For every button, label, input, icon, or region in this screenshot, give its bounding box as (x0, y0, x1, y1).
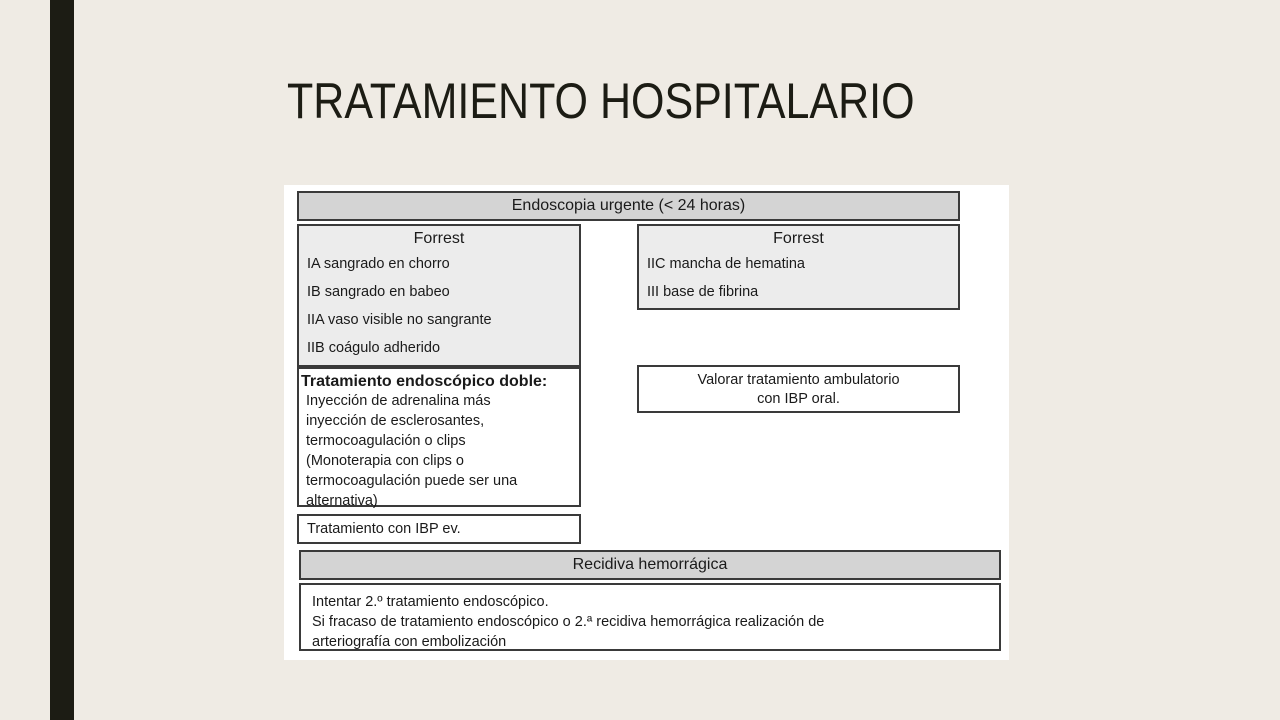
forrest-item-iic: IIC mancha de hematina (647, 256, 805, 272)
recidiva-line: Si fracaso de tratamiento endoscópico o 2.ª recidiva hemorrágica realización de (312, 614, 825, 630)
recidiva-header (299, 550, 1001, 580)
ibp-ev-box (297, 514, 581, 544)
recidiva-header-label: Recidiva hemorrágica (572, 556, 728, 573)
forrest-item-ib: IB sangrado en babeo (307, 284, 450, 300)
forrest-item-iii: III base de fibrina (647, 284, 759, 300)
endoscopic-treatment-line: alternativa) (306, 493, 378, 509)
treatment-flowchart (284, 185, 1009, 660)
forrest-item-iib: IIB coágulo adherido (307, 340, 441, 356)
recidiva-box (299, 583, 1001, 651)
forrest-item-ia: IA sangrado en chorro (307, 256, 450, 272)
endoscopic-treatment-line: (Monoterapia con clips o (306, 453, 464, 469)
ambulatory-line: con IBP oral. (757, 391, 840, 407)
recidiva-line: arteriografía con embolización (312, 634, 507, 650)
forrest-low-risk-box (637, 224, 960, 310)
endoscopic-treatment-line: termocoagulación o clips (306, 433, 466, 449)
ambulatory-line: Valorar tratamiento ambulatorio (697, 372, 900, 388)
forrest-item-iia: IIA vaso visible no sangrante (307, 312, 492, 328)
forrest-high-risk-box (297, 224, 581, 367)
left-accent-bar (50, 0, 74, 720)
urgent-endoscopy-header (297, 191, 960, 221)
endoscopic-treatment-title: Tratamiento endoscópico doble: (301, 373, 548, 390)
forrest-high-risk-title: Forrest (413, 230, 465, 247)
urgent-endoscopy-label: Endoscopia urgente (< 24 horas) (511, 197, 746, 214)
ambulatory-treatment-box (637, 365, 960, 413)
endoscopic-treatment-box (297, 367, 581, 507)
forrest-low-risk-title: Forrest (773, 230, 824, 247)
slide-title: TRATAMIENTO HOSPITALARIO (287, 73, 915, 129)
recidiva-line: Intentar 2.º tratamiento endoscópico. (312, 594, 549, 610)
ibp-ev-label: Tratamiento con IBP ev. (307, 521, 461, 537)
endoscopic-treatment-line: termocoagulación puede ser una (306, 473, 518, 489)
endoscopic-treatment-line: inyección de esclerosantes, (306, 413, 485, 429)
endoscopic-treatment-line: Inyección de adrenalina más (306, 393, 491, 409)
